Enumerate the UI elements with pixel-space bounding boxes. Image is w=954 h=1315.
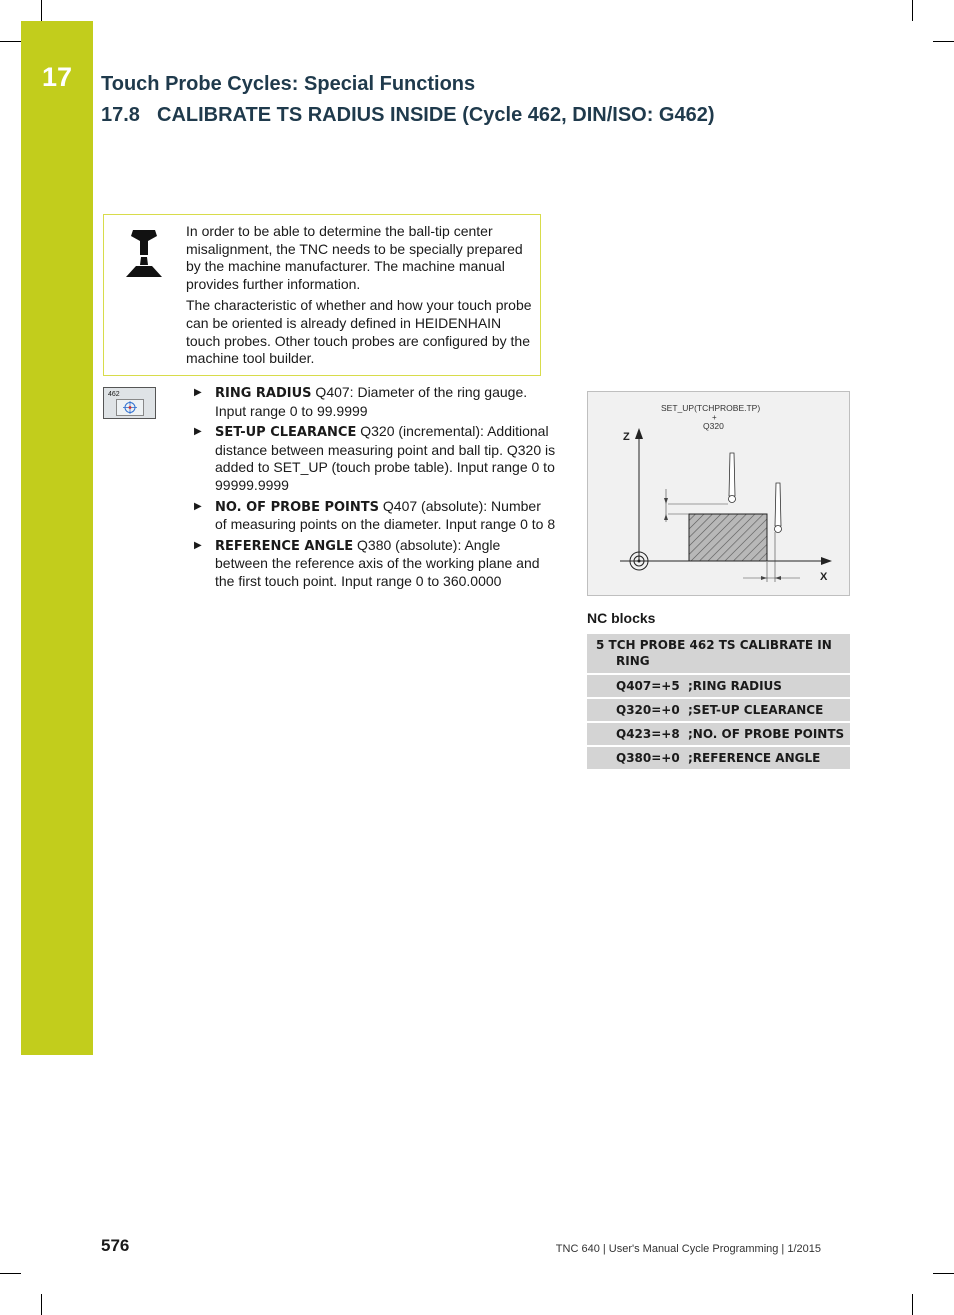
dimension-arrow [664, 498, 668, 504]
probe-stylus [729, 453, 735, 496]
machine-manufacturer-icon [124, 225, 164, 286]
probe-stylus [775, 483, 781, 526]
nc-parameter: Q380=+0 [616, 751, 680, 765]
chapter-sidebar [21, 21, 93, 1055]
probe-ball [775, 526, 782, 533]
note-text [186, 223, 536, 372]
crop-mark [912, 1294, 913, 1315]
nc-comment: ;SET-UP CLEARANCE [688, 703, 824, 717]
workpiece [689, 514, 767, 561]
bullet-arrow-icon: ▶ [194, 426, 202, 438]
section-heading [101, 104, 715, 127]
nc-header-line: 5 TCH PROBE 462 TS CALIBRATE IN [596, 638, 832, 652]
parameter-name: RING RADIUS [215, 386, 312, 401]
setup-label: SET_UP(TCHPROBE.TP) [661, 403, 761, 413]
nc-header-row [587, 634, 850, 675]
nc-comment: ;REFERENCE ANGLE [688, 751, 821, 765]
cycle-icon-label: 462 [108, 391, 120, 398]
crop-mark [41, 0, 42, 21]
nc-row [587, 723, 850, 747]
note-box [103, 214, 541, 376]
origin-symbol [638, 560, 641, 563]
parameter-description: Q380 (absolute): Angle between the reference axis of the working plane and the first touch point. Input range 0 to 360.0000 [215, 536, 540, 589]
q320-label: Q320 [703, 421, 724, 431]
nc-row [587, 747, 850, 771]
calibration-diagram [587, 391, 850, 596]
parameter-item [194, 537, 556, 591]
crop-mark [0, 1273, 21, 1274]
nc-parameter: Q407=+5 [616, 679, 680, 693]
section-title: CALIBRATE TS RADIUS INSIDE (Cycle 462, DIN/ISO: G462) [157, 104, 715, 126]
x-axis-arrow [821, 557, 832, 565]
page-number: 576 [101, 1236, 130, 1255]
nc-blocks-title: NC blocks [587, 610, 656, 626]
z-axis-arrow [635, 428, 643, 439]
parameter-description: Q407: Diameter of the ring gauge. Input range 0 to 99.9999 [215, 384, 528, 419]
cycle-462-softkey-icon [103, 387, 156, 419]
dimension-arrow [664, 514, 668, 520]
parameter-description: Q407 (absolute): Number of measuring points on the diameter. Input range 0 to 8 [215, 497, 556, 533]
parameter-description: Q320 (incremental): Additional distance between measuring point and ball tip. Q320 is added to SET_UP (touch probe table). Input range 0 to 99999.9999 [215, 423, 556, 493]
crop-mark [912, 0, 913, 21]
crop-mark [933, 41, 954, 42]
parameter-name: SET-UP CLEARANCE [215, 425, 357, 441]
crop-mark [933, 1273, 954, 1274]
dimension-arrow [775, 576, 781, 580]
nc-parameter: Q423=+8 [616, 727, 680, 741]
bullet-arrow-icon: ▶ [194, 387, 202, 398]
nc-row [587, 675, 850, 699]
chapter-number: 17 [41, 62, 73, 92]
nc-parameter: Q320=+0 [616, 703, 680, 717]
crop-mark [0, 41, 21, 42]
nc-header-line: RING [616, 654, 650, 668]
parameter-name: REFERENCE ANGLE [215, 538, 354, 554]
page-footer: TNC 640 | User's Manual Cycle Programming | 1/2015 [555, 1243, 821, 1255]
probe-ball [729, 496, 736, 503]
parameter-list [194, 384, 556, 594]
parameter-item [194, 423, 556, 494]
nc-blocks-table [587, 634, 850, 771]
section-number: 17.8 [101, 104, 140, 126]
nc-comment: ;NO. OF PROBE POINTS [688, 727, 845, 741]
nc-row [587, 699, 850, 723]
ring-target-icon [116, 399, 144, 416]
chapter-title: Touch Probe Cycles: Special Functions [101, 73, 476, 95]
plus-label: + [712, 413, 717, 422]
x-axis-label: X [820, 571, 828, 583]
parameter-item [194, 498, 556, 534]
note-paragraph: The characteristic of whether and how your touch probe can be oriented is already defined in HEIDENHAIN touch probes. Other touch probes are configured by the machine tool builder. [186, 297, 532, 367]
bullet-arrow-icon: ▶ [194, 500, 202, 512]
parameter-name: NO. OF PROBE POINTS [215, 499, 379, 515]
z-axis-label: Z [623, 431, 630, 443]
bullet-arrow-icon: ▶ [194, 539, 202, 551]
parameter-item [194, 384, 556, 420]
dimension-arrow [761, 576, 767, 580]
note-paragraph: In order to be able to determine the ball-tip center misalignment, the TNC needs to be specially prepared by the machine manufacturer. The machine manual provides further information. [186, 223, 523, 292]
nc-comment: ;RING RADIUS [688, 679, 782, 693]
crop-mark [41, 1294, 42, 1315]
